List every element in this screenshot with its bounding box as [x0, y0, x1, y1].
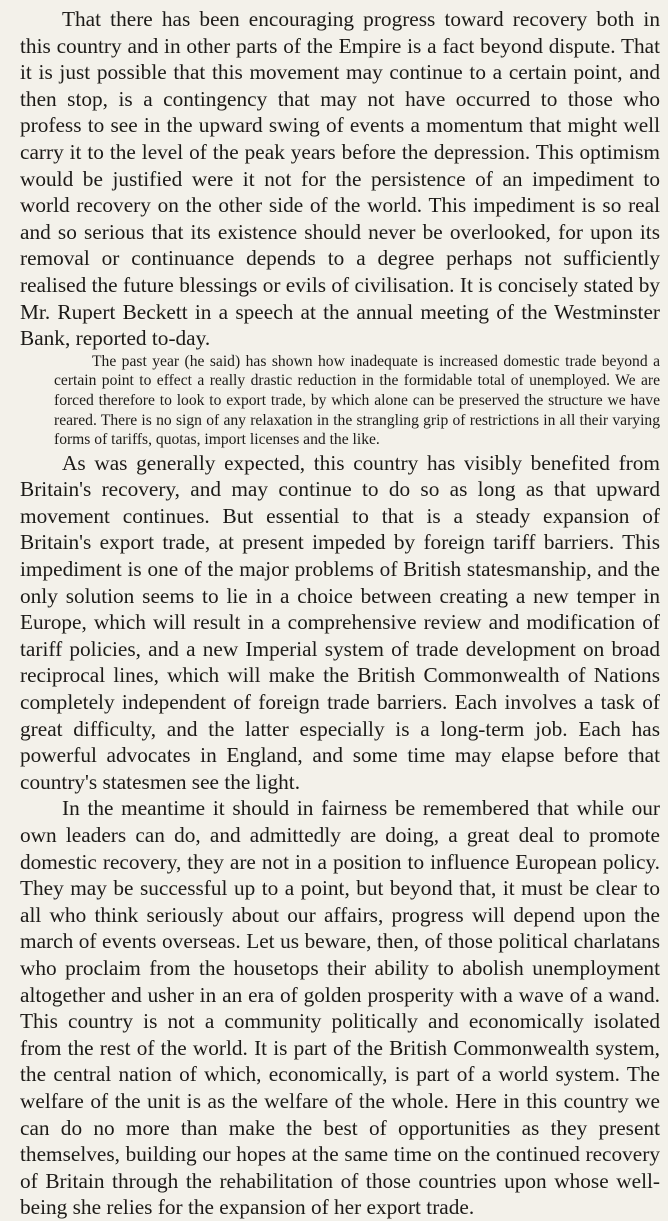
- paragraph-recovery-impediment: That there has been encouraging progress toward recovery both in this country and in other parts of the Empire is a fact beyond dispute. That it is just possible that this movement may continue to a certain point, and then stop, is a contingency that may not have occurred to those who profess to see in the upward swing of events a momentum that might well carry it to the level of the peak years before the depression. This optimism would be justified were it not for the persistence of an impediment to world recovery on the other side of the world. This impediment is so real and so serious that its existence should never be overlooked, for upon its removal or continuance depends to a degree perhaps not sufficiently realised the future blessings or evils of civilisation. It is concisely stated by Mr. Rupert Beckett in a speech at the annual meeting of the Westminster Bank, reported to-day.: [20, 7, 660, 351]
- paragraph-export-trade: As was generally expected, this country has visibly benefited from Britain's recovery, and may continue to do so as long as that upward movement continues. But essential to that is a steady expansion of Britain's export trade, at present impeded by foreign tariff barriers. This impediment is one of the major problems of British statesmanship, and the only solution seems to lie in a choice between creating a new temper in Europe, which will result in a comprehensive review and modification of tariff policies, and a new Imperial system of trade development on broad reciprocal lines, which will make the British Commonwealth of Nations completely independent of foreign trade barriers. Each involves a task of great difficulty, and the latter especially is a long-term job. Each has powerful advocates in England, and some time may elapse before that country's statesmen see the light.: [20, 450, 660, 794]
- beckett-quote: The past year (he said) has shown how inadequate is increased domestic trade beyond a certain point to effect a really drastic reduction in the formidable total of unemployed. We are forced therefore to look to export trade, by which alone can be preserved the structure we have reared. There is no sign of any relaxation in the strangling grip of restrictions in all their varying forms of tariffs, quotas, import licenses and the like.: [54, 352, 660, 449]
- paragraph-meantime: In the meantime it should in fairness be remembered that while our own leaders can do, and admittedly are doing, a great deal to promote domestic recovery, they are not in a position to influence European policy. They may be successful up to a point, but beyond that, it must be clear to all who think seriously about our affairs, progress will depend upon the march of events overseas. Let us beware, then, of those political charlatans who proclaim from the housetops their ability to abolish unemployment altogether and usher in an era of golden prosperity with a wave of a wand. This country is not a community politically and economically isolated from the rest of the world. It is part of the British Commonwealth system, the central nation of which, economically, is part of a world system. The welfare of the unit is as the welfare of the whole. Here in this country we can do no more than make the best of opportunities as they present themselves, building our hopes at the same time on the continued recovery of Britain through the rehabilitation of those countries upon whose well-being she relies for the expansion of her export trade.: [20, 796, 660, 1220]
